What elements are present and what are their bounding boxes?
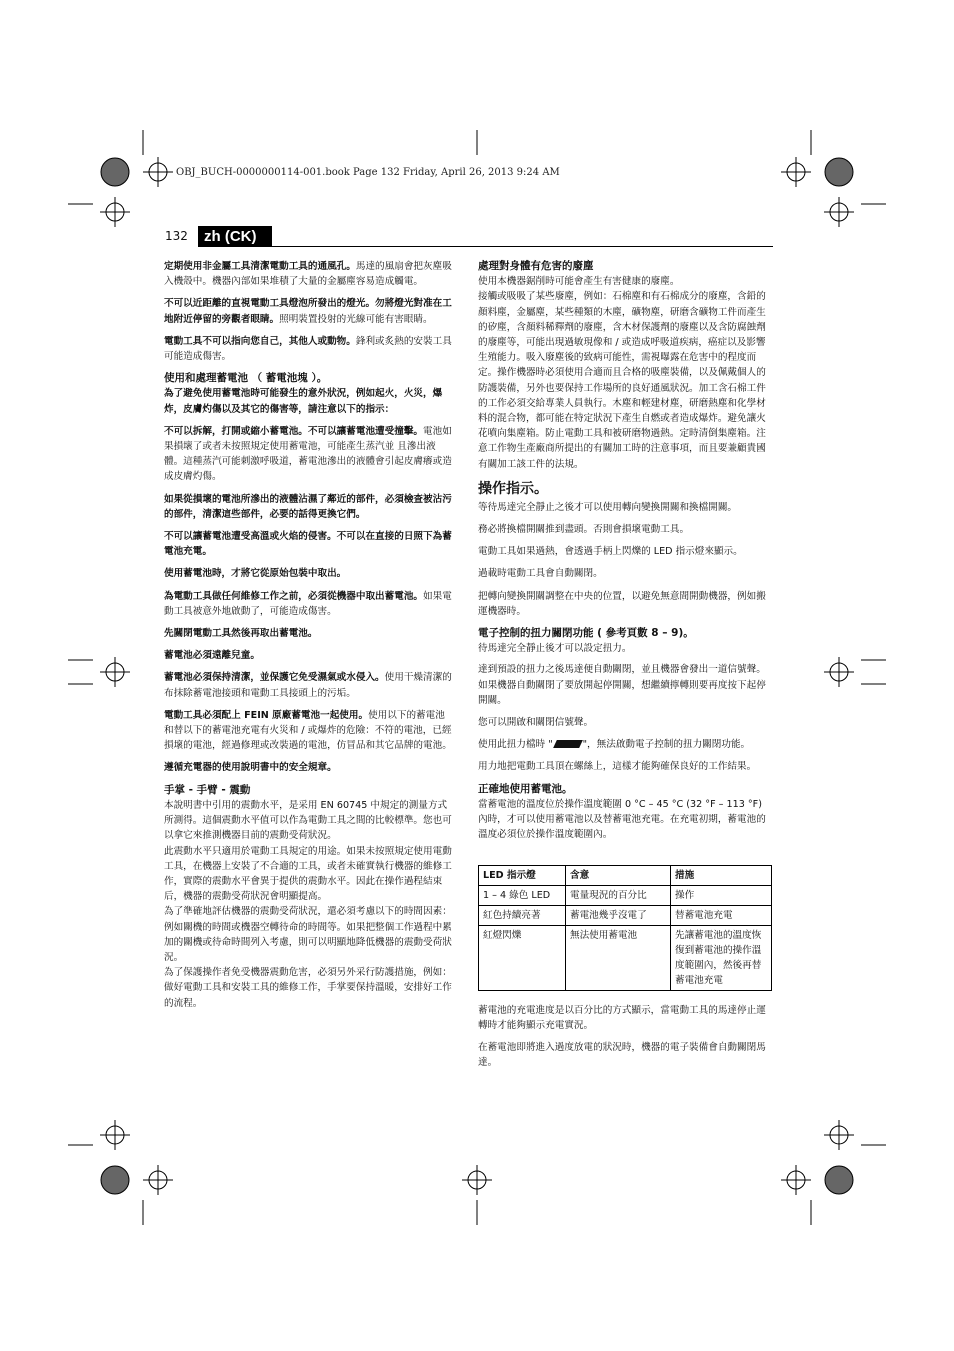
table-cell: 替蓄電池充電	[671, 905, 772, 925]
paragraph: 為了保護操作者免受機器震動危害，必須另外采行防護措施，例如：做好電動工具和安裝工具的維修工作，手掌要保持溫暖，安排好工作的流程。	[164, 967, 452, 1009]
paragraph	[478, 737, 772, 752]
paragraph: 達到預設的扭力之後馬達便自動關閉，並且機器會發出一道信號聲。如果機器自動關閉了要放開起停開關，想繼續擰轉則要再度按下起停開關。	[478, 664, 766, 706]
bold-text: 如果從損壞的電池所滲出的液體沾濕了鄰近的部件，必須檢查被沾污的部件，清潔這些部件，必要的話得更換它們。	[164, 493, 452, 520]
paragraph	[164, 648, 454, 663]
paragraph	[164, 589, 454, 619]
paragraph: 接觸或吸吸了某些廢塵，例如：石棉塵和有石棉成分的廢塵，含鉛的顏料塵，金屬塵，某些種類的木塵，礦物塵，研磨含礦物工件而產生的矽塵，含顏料稀釋劑的廢塵，含木材保護劑的廢塵以及含防腐蝕劑的廢塵等，可能出現過敏現像和 / 或造成呼吸道疾病，癌症以及影響生殖能力。吸入廢塵後的致病可能性，需視曝露在危害中的程度而定。操作機器時必須使用合適而且合格的吸塵裝備，以及佩戴個人的防護裝備，另外也要保持工作場所的良好通風狀況。加工含石棉工件的工作必須交給專業人員執行。木塵和輕建材塵，研磨熱塵和化學材料的混合物，都可能在特定狀況下產生自燃或者造成爆炸。避免讓火花噴向集塵箱。防止電動工具和被研磨物過熱。定時清倒集塵箱。注意工作物生產廠商所提出的有關加工時的注意事項，而且要兼顧貴國有關加工該工件的法規。	[478, 291, 766, 470]
table-row	[479, 925, 772, 990]
paragraph: 在蓄電池即將進入過度放電的狀況時，機器的電子裝備會自動關閉馬達。	[478, 1041, 766, 1069]
paragraph: 待馬達完全靜止後才可以設定扭力。	[478, 643, 632, 655]
paragraph	[164, 708, 454, 754]
table-cell: 1 – 4 綠色 LED	[479, 885, 566, 905]
paragraph: 為了準確地評估機器的震動受荷狀況，還必須考慮以下的時間因素：例如關機的時間或機器空轉待命的時間等。如果把整個工作過程中累加的關機或待命時間列入考慮，則可以明顯地降低機器的震動受荷狀況。	[164, 906, 452, 963]
text: 馬達的風扇會把灰塵吸入機殼中。機器內部如果堆積了大量的金屬塵容易造成觸電。	[164, 261, 452, 288]
paragraph	[164, 760, 454, 775]
paragraph	[164, 626, 454, 641]
paragraph	[164, 259, 454, 289]
drill-gear-symbol-icon	[553, 740, 583, 748]
table-cell: 紅燈閃爍	[479, 925, 566, 990]
table-cell: 先讓蓄電池的溫度恢復到蓄電池的操作溫度範圍內，然後再替蓄電池充電	[671, 925, 772, 990]
header-rule	[272, 246, 773, 247]
text: 電池如果損壞了或者未按照規定使用蓄電池，可能產生蒸汽並 且滲出液體。這種蒸汽可能刺激呼吸道，蓄電池滲出的液體會引起皮膚癢或造成皮膚灼傷。	[164, 425, 452, 483]
paragraph	[164, 296, 454, 326]
paragraph	[164, 492, 454, 522]
paragraph: 過載時電動工具會自動關閉。	[478, 568, 603, 580]
section-heading-operation: 操作指示。	[478, 480, 548, 497]
bold-text: 不可以拆解，打開或縮小蓄電池。不可以讓蓄電池遭受撞擊。	[164, 425, 424, 437]
right-column	[478, 259, 772, 1077]
paragraph: 您可以開啟和關閉信號聲。	[478, 717, 594, 729]
text: "，無法啟動電子控制的扭力關閉功能。	[582, 739, 751, 751]
paragraph: 本說明書中引用的震動水平，是采用 EN 60745 中規定的測量方式所測得。這個震動水平值可以作為電動工具之間的比較標準。您也可以拿它來推測機器目前的震動受荷狀況。	[164, 799, 452, 842]
bold-text: 蓄電池必須遠離兒童。	[164, 650, 260, 662]
bold-text: 電動工具必須配上 FEIN 原廠蓄電池一起使用。	[164, 709, 369, 721]
bold-text: 不可以讓蓄電池遭受高溫或火焰的侵害。不可以在直接的日照下為蓄電池充電。	[164, 531, 452, 558]
bold-text: 遵循充電器的使用說明書中的安全規章。	[164, 762, 337, 774]
language-badge: zh (CK)	[198, 226, 272, 247]
bold-text: 為電動工具做任何維修工作之前，必須從機器中取出蓄電池。	[164, 590, 424, 602]
bold-text: 不可以近距離的直視電動工具燈泡所發出的燈光。勿將燈光對准在工地附近停留的旁觀者眼睛。	[164, 298, 452, 325]
bold-text: 蓄電池必須保持清潔，並保護它免受濕氣或水侵入。	[164, 672, 385, 684]
table-cell: 無法使用蓄電池	[566, 925, 671, 990]
paragraph: 蓄電池的充電進度是以百分比的方式顯示，當電動工具的馬達停止運轉時才能夠顯示充電實況。	[478, 1004, 766, 1031]
paragraph	[164, 424, 454, 485]
section-heading-correct-battery: 正確地使用蓄電池。	[478, 782, 573, 795]
paragraph: 等待馬達完全靜止之後才可以使用轉向變換開關和換檔開關。	[478, 501, 738, 513]
left-column	[164, 259, 454, 1011]
table-row	[479, 885, 772, 905]
bold-text: 使用蓄電池時，才將它從原始包裝中取出。	[164, 568, 347, 580]
paragraph	[164, 386, 454, 416]
text: 鋒利或炙熱的安裝工具可能造成傷害。	[164, 335, 452, 363]
table-cell: 電量現況的百分比	[566, 885, 671, 905]
text: 使用此扭力檔時 "	[478, 739, 553, 751]
section-heading-vibration: 手掌 - 手臂 - 震動	[164, 783, 251, 796]
table-header: 含意	[566, 865, 671, 885]
table-cell: 操作	[671, 885, 772, 905]
paragraph: 務必將換檔開關推到盡頭。否則會損壞電動工具。	[478, 524, 690, 536]
table-header: LED 指示燈	[479, 865, 566, 885]
paragraph: 用力地把電動工具頂在螺絲上，這樣才能夠確保良好的工作結果。	[478, 761, 757, 773]
text: 如果電動工具被意外地啟動了，可能造成傷害。	[164, 590, 452, 617]
table-header: 措施	[671, 865, 772, 885]
bold-text: 電動工具不可以指向您自己，其他人或動物。	[164, 335, 356, 347]
paragraph	[164, 670, 454, 700]
section-heading-dust: 處理對身體有危害的廢塵	[478, 260, 594, 272]
table-row	[479, 905, 772, 925]
paragraph: 電動工具如果過熱，會透過手柄上閃爍的 LED 指示燈來顯示。	[478, 546, 743, 558]
table-cell: 紅色持續亮著	[479, 905, 566, 925]
section-heading-battery: 使用和處理蓄電池 （ 蓄電池塊 ）。	[164, 372, 328, 385]
paragraph	[164, 334, 454, 364]
page-number: 132	[165, 229, 188, 243]
section-heading-torque: 電子控制的扭力關閉功能 ( 參考頁數 8 – 9)。	[478, 627, 694, 640]
table-cell: 蓄電池幾乎沒電了	[566, 905, 671, 925]
paragraph: 把轉向變換開關調整在中央的位置，以避免無意間開動機器，例如搬運機器時。	[478, 590, 766, 617]
led-status-table	[478, 865, 772, 991]
text: 使用以下的蓄電池和替以下的蓄電池充電有火災和 / 或爆炸的危險：不符的電池，已經損壞的電池，經過修理或改裝過的電池，仿冒品和其它品牌的電池。	[164, 709, 452, 752]
paragraph	[164, 529, 454, 559]
paragraph: 此震動水平只適用於電動工具規定的用途。如果未按照規定使用電動工具，在機器上安裝了不合適的工具，或者未確實執行機器的維修工作，實際的震動水平會異于提供的震動水平。因此在操作過程結束后，機器的震動受荷狀況會明顯提高。	[164, 845, 452, 903]
text: 照明裝置投射的光線可能有害眼睛。	[279, 313, 433, 325]
paragraph: 當蓄電池的溫度位於操作溫度範圍 0 °C – 45 °C (32 °F – 113 °F) 內時，才可以使用蓄電池以及替蓄電池充電。在充電初期，蓄電池的溫度必須位於操作溫度範圍內。	[478, 798, 766, 841]
file-header: OBJ_BUCH-0000000114-001.book Page 132 Friday, April 26, 2013 9:24 AM	[176, 167, 560, 178]
paragraph: 使用本機器鋸削時可能會產生有害健康的廢塵。	[478, 276, 680, 288]
bold-text: 定期使用非金屬工具清潔電動工具的通風孔。	[164, 261, 356, 272]
text: 使用干燥清潔的布抹除蓄電池接頭和電動工具接頭上的污垢。	[164, 672, 452, 699]
bold-text: 為了避免使用蓄電池時可能發生的意外狀況，例如起火，火災，爆炸，皮膚灼傷以及其它的傷害等，請注意以下的指示：	[164, 388, 443, 415]
table-header-row	[479, 865, 772, 885]
bold-text: 先關閉電動工具然後再取出蓄電池。	[164, 628, 318, 640]
paragraph	[164, 566, 454, 581]
